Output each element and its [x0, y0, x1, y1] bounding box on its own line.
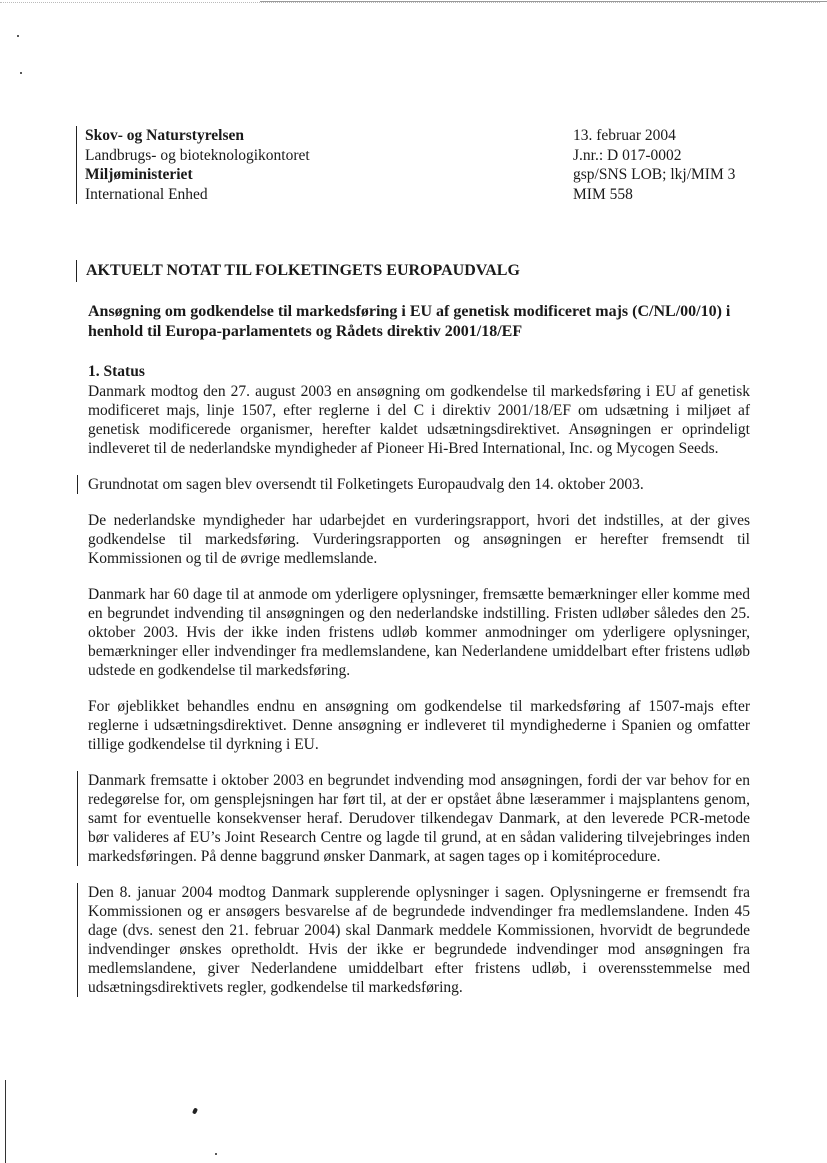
subject-heading: Ansøgning om godkendelse til markedsføring i EU af genetisk modificeret majs (C/NL/00/10) i henhold til Europa-parlamentets og Rådets direktiv 2001/18/EF [88, 303, 731, 340]
scan-margin-line [5, 1080, 6, 1163]
document-body [88, 362, 750, 997]
sender-unit: International Enhed [85, 185, 208, 203]
section-heading: 1. Status [88, 363, 145, 380]
scan-speck [17, 35, 19, 37]
paragraph: Danmark modtog den 27. august 2003 en ansøgning om godkendelse til markedsføring i EU af genetisk modificeret majs, linje 1507, efter reglerne i del C i direktiv 2001/18/EF om udsætning i miljøet af genetisk modificerede organismer, herefter kaldet udsætningsdirektivet. Ansøgningen er oprindeligt indleveret til de nederlandske myndigheder af Pioneer Hi-Bred International, Inc. og Mycogen Seeds. [88, 383, 750, 457]
document-date: 13. februar 2004 [573, 127, 676, 144]
paragraph: Grundnotat om sagen blev oversendt til Folketingets Europaudvalg den 14. oktober 2003. [77, 475, 750, 494]
paragraph: Danmark fremsatte i oktober 2003 en begrundet indvending mod ansøgningen, fordi der var behov for en redegørelse for, om gensplejsningen har ført til, at der er opstået åbne læserammer i majsplantens genom, samt for eventuelle konsekvenser heraf. Derudover tilkendegav Danmark, at den leverede PCR-metode bør valideres af EU’s Joint Research Centre og lagde til grund, at en sådan validering tilvejebringes inden markedsføringen. På denne baggrund ønsker Danmark, at sagen tages op i komitéprocedure. [77, 771, 750, 866]
sender-block [76, 126, 310, 204]
case-reference: gsp/SNS LOB; lkj/MIM 3 [573, 166, 736, 183]
paragraph: De nederlandske myndigheder har udarbejdet en vurderingsrapport, hvori det indstilles, at der gives godkendelse til markedsføring. Vurderingsrapporten og ansøgningen er herefter fremsendt til Kommissionen og til de øvrige medlemslande. [88, 512, 750, 567]
scan-edge-line [260, 1, 827, 2]
reference-block [573, 126, 735, 204]
scan-speck [192, 1107, 198, 1114]
scan-edge-dots [0, 2, 820, 3]
paragraph: For øjeblikket behandles endnu en ansøgning om godkendelse til markedsføring af 1507-majs efter reglerne i udsætningsdirektivet. Denne ansøgning er indleveret til myndighederne i Spanien og omfatter tillige godkendelse til dyrkning i EU. [88, 698, 750, 753]
paragraph: Danmark har 60 dage til at anmode om yderligere oplysninger, fremsætte bemærkninger eller komme med en begrundet indvending til ansøgningen og den nederlandske indstilling. Fristen udløber således den 25. oktober 2003. Hvis der ikke inden fristens udløb kommer anmodninger om yderligere oplysninger, bemærkninger eller indvendinger fra medlemslandene, kan Nederlandene umiddelbart efter fristens udløb udstede en godkendelse til markedsføring. [88, 586, 750, 679]
letterhead [76, 126, 796, 206]
journal-number: J.nr.: D 017-0002 [573, 146, 682, 164]
scan-speck [215, 1153, 217, 1155]
mim-number: MIM 558 [573, 185, 633, 203]
paragraph: Den 8. januar 2004 modtog Danmark supplerende oplysninger i sagen. Oplysningerne er fremsendt fra Kommissionen og er ansøgers besvarelse af de begrundede indvendinger fra medlemslandene. Inden 45 dage (dvs. senest den 21. februar 2004) skal Danmark meddele Kommissionen, hvorvidt de begrundede indvendinger ønskes opretholdt. Hvis der ikke er begrundede indvendinger mod ansøgningen fra medlemslandene, giver Nederlandene umiddelbart efter fristens udløb, i overensstemmelse med udsætningsdirektivets regler, godkendelse til markedsføring. [77, 883, 750, 997]
sender-office: Landbrugs- og bioteknologikontoret [85, 146, 310, 164]
sender-ministry: Miljøministeriet [85, 166, 193, 183]
notat-title: AKTUELT NOTAT TIL FOLKETINGETS EUROPAUDVALG [76, 260, 520, 282]
sender-agency: Skov- og Naturstyrelsen [85, 127, 245, 144]
scan-speck [20, 72, 22, 74]
